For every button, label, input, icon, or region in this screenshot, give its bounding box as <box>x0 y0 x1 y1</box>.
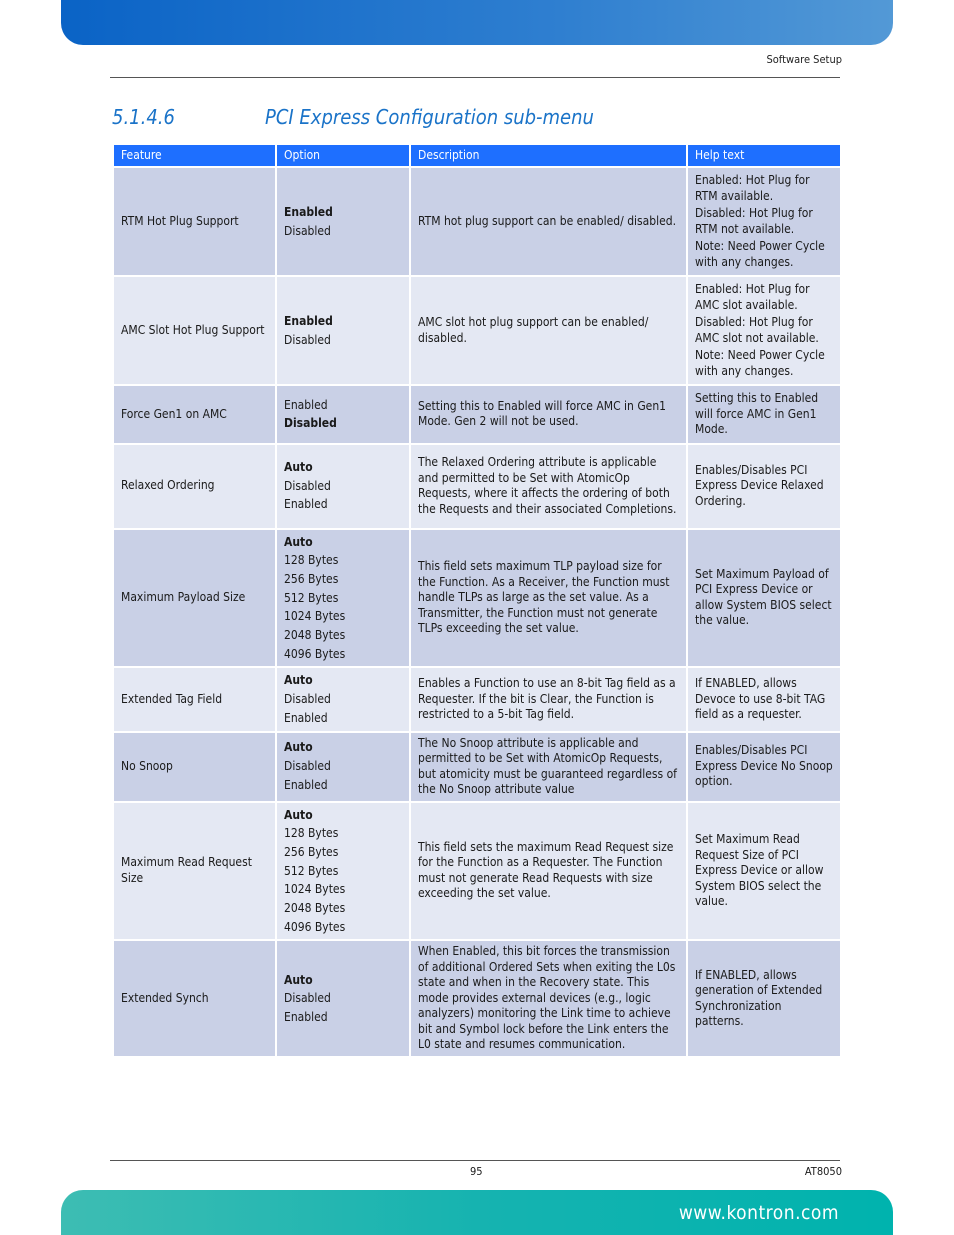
column-header-option: Option <box>277 145 409 166</box>
help-line: Setting this to Enabled will force AMC in Gen1 Mode. <box>695 391 819 436</box>
cell-help-text <box>688 733 840 801</box>
table-row <box>114 668 840 730</box>
option-value: Disabled <box>284 692 331 707</box>
option-value: Auto <box>284 459 313 474</box>
cell-description: The No Snoop attribute is applicable and permitted to be Set with AtomicOp Requests, but atomicity must be guaranteed regardless of the No Snoop attribute value <box>411 733 686 801</box>
page-number: 95 <box>470 1165 483 1178</box>
cell-feature: AMC Slot Hot Plug Support <box>114 277 275 384</box>
footer-divider <box>110 1160 840 1161</box>
cell-options <box>277 803 409 940</box>
option-value: Auto <box>284 740 313 755</box>
table-row <box>114 941 840 1056</box>
section-number: 5.1.4.6 <box>112 105 175 129</box>
option-value: Disabled <box>284 223 331 238</box>
cell-help-text <box>688 530 840 667</box>
help-line: Disabled: Hot Plug for AMC slot not available. <box>695 315 819 345</box>
cell-help-text <box>688 168 840 275</box>
website-url[interactable]: www.kontron.com <box>678 1202 839 1224</box>
help-line: Enables/Disables PCI Express Device Relaxed Ordering. <box>695 462 824 508</box>
cell-options <box>277 530 409 667</box>
bottom-banner <box>61 1190 893 1235</box>
cell-feature: Extended Tag Field <box>114 668 275 730</box>
column-header-help: Help text <box>688 145 840 166</box>
option-value: 128 Bytes <box>284 553 339 568</box>
cell-feature: Maximum Payload Size <box>114 530 275 667</box>
cell-options <box>277 941 409 1056</box>
option-value: Enabled <box>284 1010 328 1025</box>
cell-help-text <box>688 445 840 528</box>
option-value: 512 Bytes <box>284 590 339 605</box>
table-body <box>114 168 840 1056</box>
header-divider <box>110 77 840 78</box>
cell-feature: No Snoop <box>114 733 275 801</box>
help-line: Set Maximum Payload of PCI Express Device or allow System BIOS select the value. <box>695 566 832 628</box>
table-row <box>114 386 840 443</box>
option-value: 1024 Bytes <box>284 882 346 897</box>
cell-description: The Relaxed Ordering attribute is applicable and permitted to be Set with AtomicOp Requests, where it affects the ordering of both the Requests and their associated Completions. <box>411 445 686 528</box>
option-value: Disabled <box>284 991 331 1006</box>
option-value: 256 Bytes <box>284 571 339 586</box>
option-value: 2048 Bytes <box>284 628 346 643</box>
option-value: Disabled <box>284 759 331 774</box>
cell-help-text <box>688 277 840 384</box>
cell-help-text <box>688 941 840 1056</box>
cell-options <box>277 668 409 730</box>
table-row <box>114 168 840 275</box>
cell-help-text <box>688 803 840 940</box>
section-title <box>112 105 594 129</box>
cell-options <box>277 733 409 801</box>
help-line: Note: Need Power Cycle with any changes. <box>695 239 825 269</box>
option-value: Disabled <box>284 478 331 493</box>
cell-feature: Force Gen1 on AMC <box>114 386 275 443</box>
cell-description: RTM hot plug support can be enabled/ disabled. <box>411 168 686 275</box>
header-section-label: Software Setup <box>766 53 842 66</box>
option-value: Enabled <box>284 397 328 412</box>
option-value: Enabled <box>284 777 328 792</box>
table-row <box>114 803 840 940</box>
config-table <box>112 143 842 1058</box>
option-value: 2048 Bytes <box>284 901 346 916</box>
cell-feature: Extended Synch <box>114 941 275 1056</box>
option-value: Disabled <box>284 332 331 347</box>
option-value: 512 Bytes <box>284 863 339 878</box>
help-line: Enabled: Hot Plug for AMC slot available. <box>695 282 810 312</box>
cell-feature: Relaxed Ordering <box>114 445 275 528</box>
option-value: Auto <box>284 807 313 822</box>
option-value: Auto <box>284 673 313 688</box>
option-value: 4096 Bytes <box>284 919 346 934</box>
option-value: 256 Bytes <box>284 844 339 859</box>
cell-description: When Enabled, this bit forces the transmission of additional Ordered Sets when exiting the L0s state and when in the Recovery state. This mode provides external devices (e.g., logic analyzers) monitoring the Link time to achieve bit and Symbol lock before the Link enters the L0 state and resumes communication. <box>411 941 686 1056</box>
cell-options <box>277 445 409 528</box>
table-row <box>114 277 840 384</box>
cell-description: This field sets maximum TLP payload size for the Function. As a Receiver, the Function must handle TLPs as large as the set value. As a Transmitter, the Function must not generate TLPs exceeding the set value. <box>411 530 686 667</box>
cell-options <box>277 277 409 384</box>
help-line: If ENABLED, allows generation of Extended Synchronization patterns. <box>695 967 823 1029</box>
cell-options <box>277 168 409 275</box>
help-line: Note: Need Power Cycle with any changes. <box>695 348 825 378</box>
help-line: Set Maximum Read Request Size of PCI Express Device or allow System BIOS select the value. <box>695 832 824 909</box>
option-value: Enabled <box>284 710 328 725</box>
cell-description: Enables a Function to use an 8-bit Tag field as a Requester. If the bit is Clear, the Function is restricted to a 5-bit Tag field. <box>411 668 686 730</box>
cell-description: AMC slot hot plug support can be enabled/ disabled. <box>411 277 686 384</box>
column-header-description: Description <box>411 145 686 166</box>
section-heading: PCI Express Configuration sub-menu <box>265 105 594 129</box>
option-value: Enabled <box>284 497 328 512</box>
cell-help-text <box>688 668 840 730</box>
help-line: If ENABLED, allows Devoce to use 8-bit TAG field as a requester. <box>695 676 826 722</box>
top-banner <box>61 0 893 45</box>
column-header-feature: Feature <box>114 145 275 166</box>
option-value: Auto <box>284 972 313 987</box>
option-value: 4096 Bytes <box>284 646 346 661</box>
document-id: AT8050 <box>804 1165 842 1178</box>
table-row <box>114 445 840 528</box>
cell-description: This field sets the maximum Read Request size for the Function as a Requester. The Function must not generate Read Requests with size exceeding the set value. <box>411 803 686 940</box>
cell-feature: Maximum Read Request Size <box>114 803 275 940</box>
option-value: Enabled <box>284 313 333 328</box>
help-line: Enables/Disables PCI Express Device No Snoop option. <box>695 743 833 789</box>
cell-feature: RTM Hot Plug Support <box>114 168 275 275</box>
option-value: 1024 Bytes <box>284 609 346 624</box>
option-value: Enabled <box>284 204 333 219</box>
table-header-row <box>114 145 840 166</box>
option-value: 128 Bytes <box>284 826 339 841</box>
option-value: Disabled <box>284 416 337 431</box>
help-line: Disabled: Hot Plug for RTM not available. <box>695 206 813 236</box>
help-line: Enabled: Hot Plug for RTM available. <box>695 173 810 203</box>
table-row <box>114 733 840 801</box>
table-row <box>114 530 840 667</box>
option-value: Auto <box>284 534 313 549</box>
cell-help-text <box>688 386 840 443</box>
cell-options <box>277 386 409 443</box>
cell-description: Setting this to Enabled will force AMC in Gen1 Mode. Gen 2 will not be used. <box>411 386 686 443</box>
